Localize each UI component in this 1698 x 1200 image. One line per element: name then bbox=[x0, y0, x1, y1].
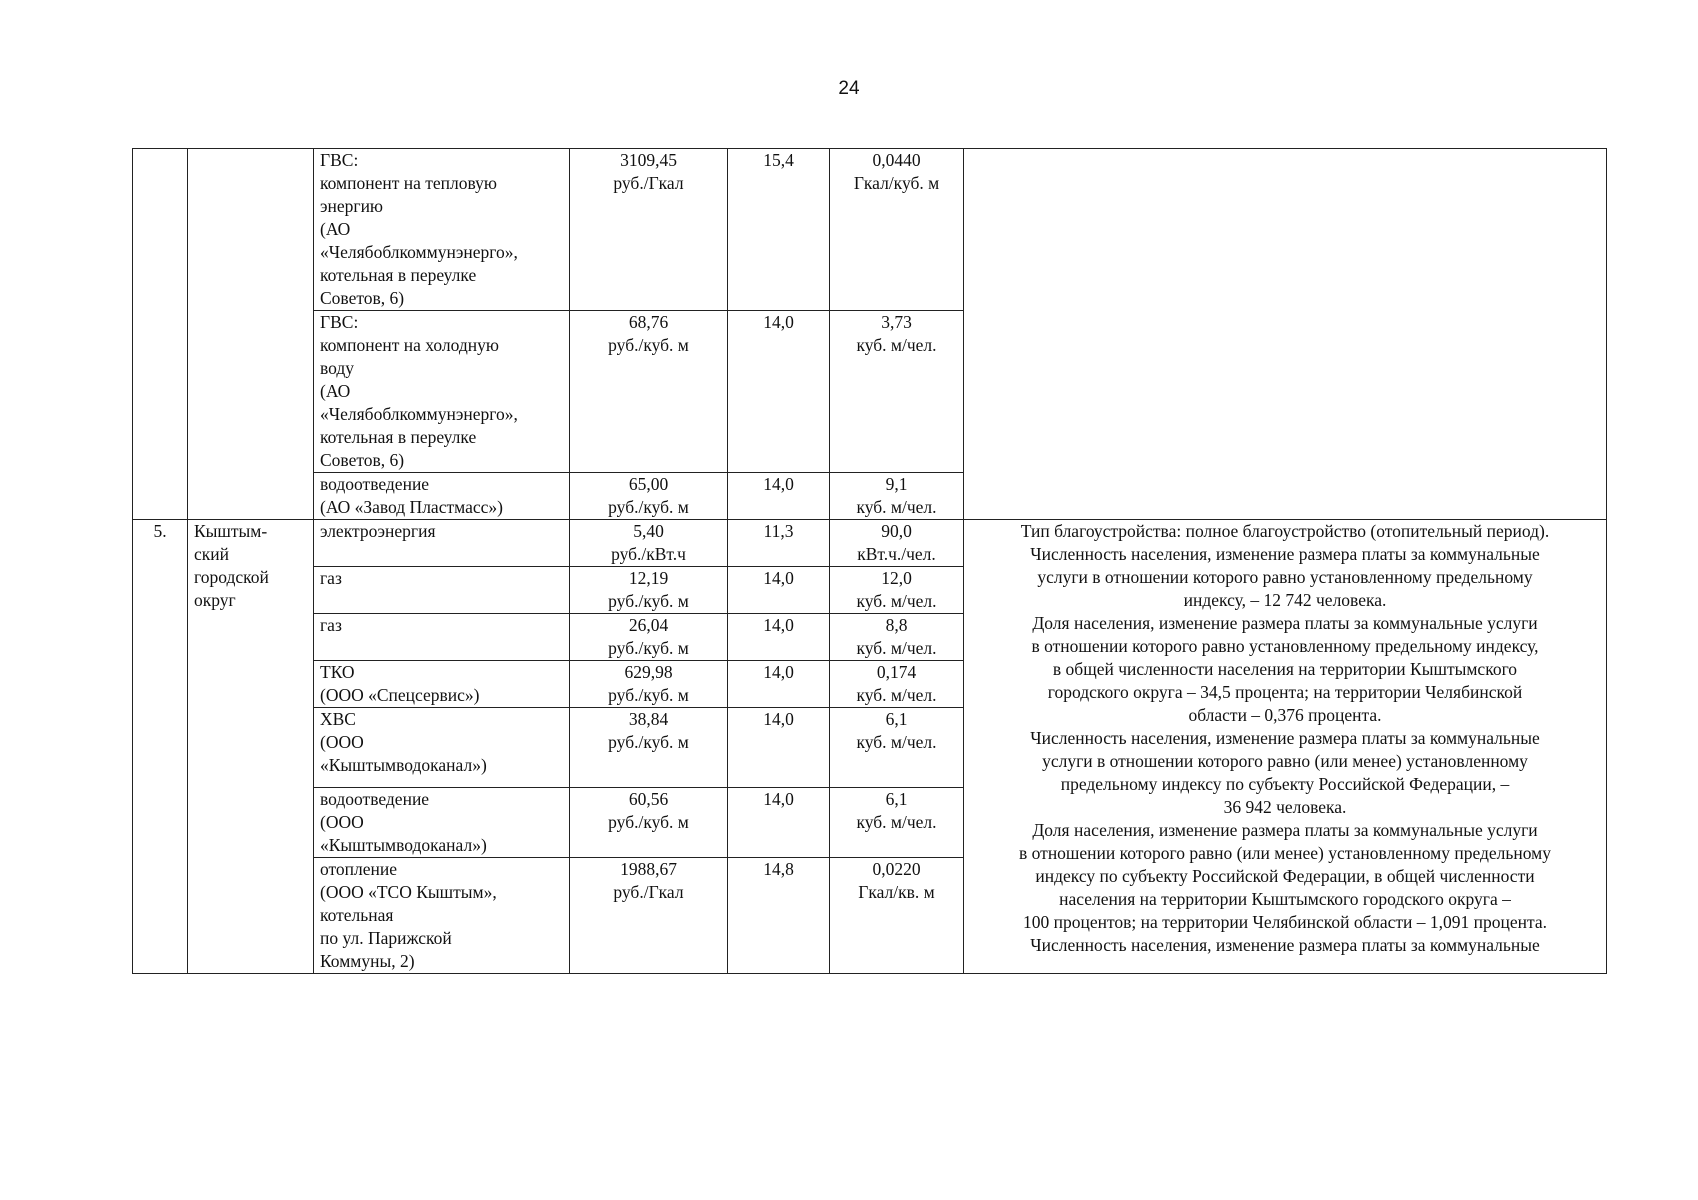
tariff-cell: 12,19 руб./куб. м bbox=[570, 567, 728, 614]
tariff-cell: 1988,67 руб./Гкал bbox=[570, 858, 728, 974]
service-cell: ГВС: компонент на холодную воду (АО «Челябоблкоммунэнерго», котельная в переулке Советов, 6) bbox=[314, 311, 570, 473]
page-number: 24 bbox=[838, 78, 860, 99]
norm-cell: 6,1 куб. м/чел. bbox=[830, 708, 964, 788]
tariff-cell: 38,84 руб./куб. м bbox=[570, 708, 728, 788]
index-cell: 14,0 bbox=[728, 567, 830, 614]
notes-cell bbox=[964, 149, 1607, 520]
tariff-cell: 26,04 руб./куб. м bbox=[570, 614, 728, 661]
norm-cell: 6,1 куб. м/чел. bbox=[830, 788, 964, 858]
index-cell: 14,8 bbox=[728, 858, 830, 974]
tariff-cell: 5,40 руб./кВт.ч bbox=[570, 520, 728, 567]
norm-cell: 0,0220 Гкал/кв. м bbox=[830, 858, 964, 974]
tariff-cell: 3109,45 руб./Гкал bbox=[570, 149, 728, 311]
service-cell: газ bbox=[314, 614, 570, 661]
table-row bbox=[133, 149, 1607, 311]
norm-cell: 3,73 куб. м/чел. bbox=[830, 311, 964, 473]
index-cell: 14,0 bbox=[728, 661, 830, 708]
index-cell: 11,3 bbox=[728, 520, 830, 567]
service-cell: ГВС: компонент на тепловую энергию (АО «Челябоблкоммунэнерго», котельная в переулке Советов, 6) bbox=[314, 149, 570, 311]
service-cell: ТКО (ООО «Спецсервис») bbox=[314, 661, 570, 708]
norm-cell: 8,8 куб. м/чел. bbox=[830, 614, 964, 661]
service-cell: ХВС (ООО «Кыштымводоканал») bbox=[314, 708, 570, 788]
norm-cell: 0,174 куб. м/чел. bbox=[830, 661, 964, 708]
row-number-cell: 5. bbox=[133, 520, 188, 974]
norm-cell: 0,0440 Гкал/куб. м bbox=[830, 149, 964, 311]
index-cell: 14,0 bbox=[728, 473, 830, 520]
norm-cell: 90,0 кВт.ч./чел. bbox=[830, 520, 964, 567]
index-cell: 15,4 bbox=[728, 149, 830, 311]
tariff-cell: 629,98 руб./куб. м bbox=[570, 661, 728, 708]
municipality-cell: Кыштым- ский городской округ bbox=[188, 520, 314, 974]
norm-cell: 9,1 куб. м/чел. bbox=[830, 473, 964, 520]
norm-cell: 12,0 куб. м/чел. bbox=[830, 567, 964, 614]
index-cell: 14,0 bbox=[728, 708, 830, 788]
index-cell: 14,0 bbox=[728, 614, 830, 661]
table-row bbox=[133, 520, 1607, 567]
tariff-cell: 65,00 руб./куб. м bbox=[570, 473, 728, 520]
service-cell: водоотведение (ООО «Кыштымводоканал») bbox=[314, 788, 570, 858]
service-cell: водоотведение (АО «Завод Пластмасс») bbox=[314, 473, 570, 520]
tariff-table bbox=[132, 148, 1607, 974]
municipality-cell bbox=[188, 149, 314, 520]
service-cell: отопление (ООО «ТСО Кыштым», котельная по ул. Парижской Коммуны, 2) bbox=[314, 858, 570, 974]
notes-cell: Тип благоустройства: полное благоустройство (отопительный период). Численность населения, изменение размера платы за коммунальные услуги в отношении которого равно установленному предельному индексу, – 12 742 человека. Доля населения, изменение размера платы за коммунальные услуги в отношении которого равно установленному предельному индексу, в общей численности населения на территории Кыштымского городского округа – 34,5 процента; на территории Челябинской области – 0,376 процента. Численность населения, изменение размера платы за коммунальные услуги в отношении которого равно (или менее) установленному предельному индексу по субъекту Российской Федерации, – 36 942 человека. Доля населения, изменение размера платы за коммунальные услуги в отношении которого равно (или менее) установленному предельному индексу по субъекту Российской Федерации, в общей численности населения на территории Кыштымского городского округа – 100 процентов; на территории Челябинской области – 1,091 процента. Численность населения, изменение размера платы за коммунальные bbox=[964, 520, 1607, 974]
tariff-cell: 68,76 руб./куб. м bbox=[570, 311, 728, 473]
service-cell: электроэнергия bbox=[314, 520, 570, 567]
index-cell: 14,0 bbox=[728, 788, 830, 858]
tariff-cell: 60,56 руб./куб. м bbox=[570, 788, 728, 858]
index-cell: 14,0 bbox=[728, 311, 830, 473]
service-cell: газ bbox=[314, 567, 570, 614]
row-number-cell bbox=[133, 149, 188, 520]
